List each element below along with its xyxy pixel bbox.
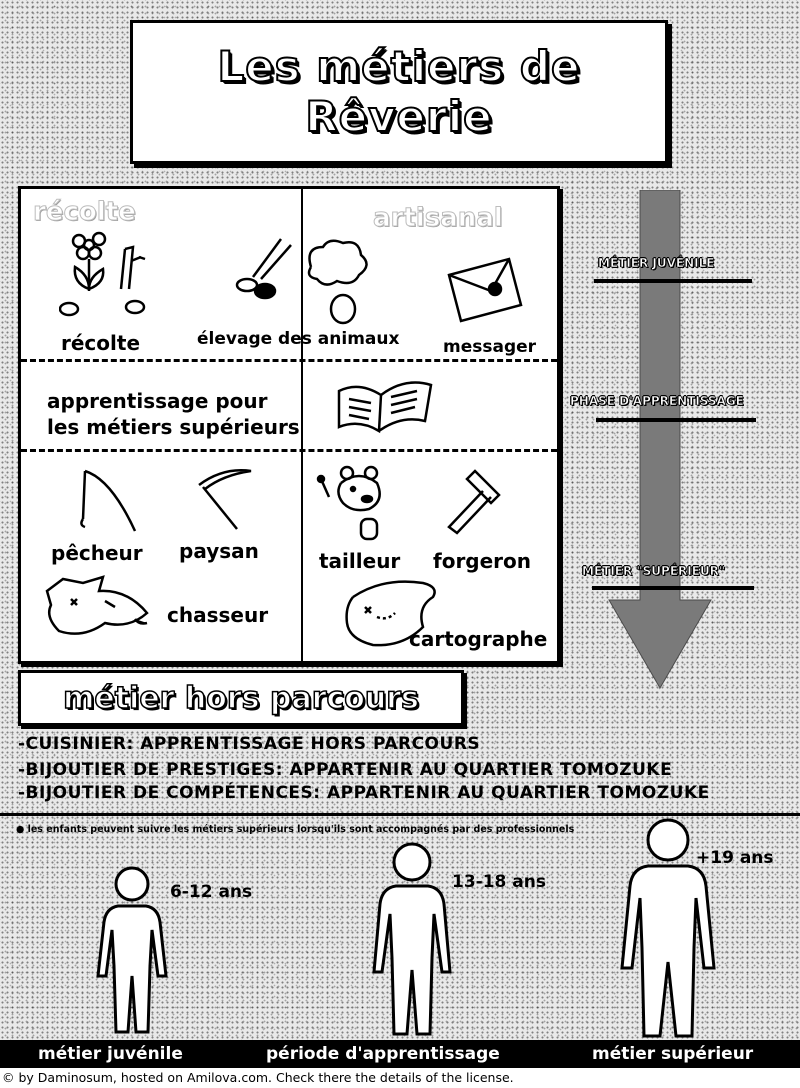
job-cartographe: cartographe: [409, 627, 548, 651]
job-pecheur: pêcheur: [51, 541, 143, 565]
hors-value-bijoutier-competences: APPARTENIR AU QUARTIER TOMOZUKE: [320, 783, 710, 803]
apprentissage-line2: les métiers supérieurs: [47, 415, 300, 439]
bear-plush-icon: [313, 465, 393, 545]
hors-line-bijoutier-competences: [18, 783, 710, 803]
figure-child: [92, 866, 172, 1042]
job-tailleur: tailleur: [319, 549, 401, 573]
job-recolte: récolte: [61, 331, 141, 355]
fox-icon: [43, 573, 153, 643]
phase-label-apprentissage: PHASE D'APPRENTISSAGE: [570, 394, 744, 408]
bar-label-superieur: métier supérieur: [592, 1044, 754, 1064]
hammer-icon: [439, 465, 519, 535]
hors-key-cuisinier: -CUISINIER:: [18, 734, 134, 754]
hors-parcours-box: [18, 670, 464, 726]
phase-underline-3: [592, 586, 754, 590]
envelope-icon: [445, 255, 525, 325]
age-label-child: 6-12 ans: [170, 882, 253, 902]
bar-label-juvenile: métier juvénile: [38, 1044, 183, 1064]
phase-label-juvenile: MÉTIER JUVÉNILE: [598, 256, 715, 270]
hors-value-bijoutier-prestiges: APPARTENIR AU QUARTIER TOMOZUKE: [283, 760, 673, 780]
hors-line-bijoutier-prestiges: [18, 760, 672, 780]
jobs-grid: [18, 186, 560, 664]
job-paysan: paysan: [179, 539, 259, 563]
page-title-line2: Rêverie: [305, 92, 493, 141]
scissors-icon: [231, 233, 301, 303]
flower-plant-icon: [59, 229, 159, 319]
job-messager: messager: [443, 337, 537, 357]
row-divider-1: [21, 359, 557, 362]
phase-underline-2: [596, 418, 756, 422]
page-title-line1: Les métiers de: [217, 42, 581, 91]
title-box: [130, 20, 668, 164]
hors-key-bijoutier-competences: -BIJOUTIER DE COMPÉTENCES:: [18, 783, 321, 803]
figure-teen: [372, 842, 452, 1042]
job-forgeron: forgeron: [433, 549, 532, 573]
scythe-icon: [193, 467, 263, 537]
bar-label-apprentissage: période d'apprentissage: [266, 1044, 500, 1064]
category-recolte: récolte: [33, 197, 136, 227]
job-elevage: élevage des animaux: [197, 329, 400, 349]
copyright-footer: © by Daminosum, hosted on Amilova.com. Check there the details of the license.: [0, 1068, 800, 1088]
row-divider-2: [21, 449, 557, 452]
note-text: ● les enfants peuvent suivre les métiers supérieurs lorsqu'ils sont accompagnés par des professionnels: [16, 824, 575, 835]
hors-line-cuisinier: [18, 734, 480, 754]
category-artisanal: artisanal: [373, 203, 503, 233]
age-label-adult: +19 ans: [696, 848, 774, 868]
section-divider: [0, 813, 800, 816]
age-label-teen: 13-18 ans: [452, 872, 546, 892]
open-book-icon: [335, 375, 435, 435]
job-chasseur: chasseur: [167, 603, 269, 627]
phase-label-superieur: MÉTIER "SUPÉRIEUR": [582, 564, 726, 578]
hors-key-bijoutier-prestiges: -BIJOUTIER DE PRESTIGES:: [18, 760, 284, 780]
hors-value-cuisinier: APPRENTISSAGE HORS PARCOURS: [133, 734, 481, 754]
phase-underline-1: [594, 279, 752, 283]
apprentissage-line1: apprentissage pour: [47, 389, 268, 413]
fishing-rod-icon: [71, 469, 141, 539]
cotton-bush-icon: [303, 237, 373, 327]
hors-parcours-title: métier hors parcours: [63, 680, 419, 716]
